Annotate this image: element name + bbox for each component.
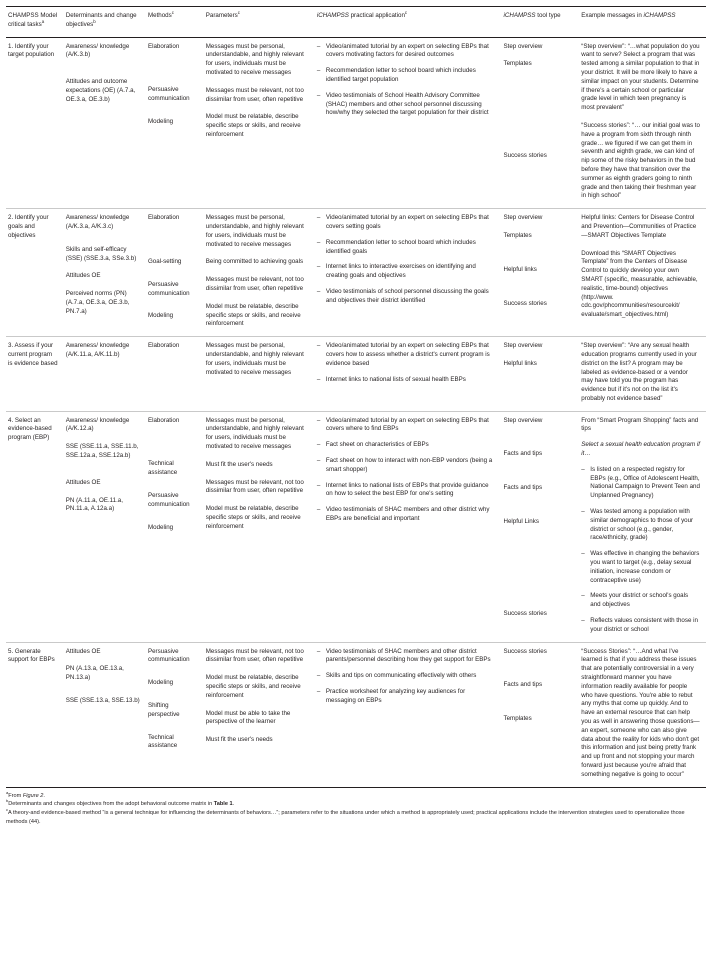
tool-item: Success stories: [503, 647, 547, 655]
determinant-item: Awareness/ knowledge (A/K.3.a, A/K.3.c): [65, 214, 130, 230]
application-item: [317, 342, 496, 368]
determinant-item: SSE (SSE.11.a, SSE.11.b, SSE.12a.a, SSE.12a.b): [65, 443, 139, 460]
application-item: [317, 482, 496, 500]
determinant-item: Attitudes OE: [65, 478, 101, 486]
method-item: Technical assistance: [147, 733, 178, 750]
cell-determinants: [64, 209, 146, 337]
example-quote: Helpful links: Centers for Disease Control and Prevention—Communities of Practice—SMART Objectives Template: [581, 214, 697, 239]
method-item: Persuasive communication: [147, 492, 190, 508]
table-row: [6, 37, 706, 209]
cell-methods: [146, 337, 204, 412]
cell-methods: [146, 37, 204, 209]
column-header-example-messages: Example messages in iCHAMPSS: [579, 7, 706, 38]
determinant-item: Awareness/ knowledge (A/K.11.a, A/K.11.b): [65, 342, 130, 358]
cell-methods: [146, 411, 204, 642]
example-text: Meets your district or school's goals and objectives: [590, 592, 689, 609]
spacer: [504, 536, 574, 610]
spacer: [504, 78, 574, 152]
table-header: [6, 7, 706, 38]
example-text: Was effective in changing the behaviors you want to target (e.g., delay sexual initiation, increase condom or contraceptive use): [590, 550, 700, 584]
cell-critical-task: [6, 411, 64, 642]
parameter-item: Must fit the user's needs: [205, 460, 273, 468]
column-header-parameters: Parameters$^c$: [204, 7, 315, 38]
spacer: [66, 470, 140, 479]
footnote-a: $^a$From Figure 2.: [6, 789, 45, 799]
dash-bullet: –: [316, 375, 321, 383]
determinant-item: SSE (SSE.13.a, SSE.13.b): [65, 697, 140, 705]
cell-example-messages: [579, 209, 706, 337]
application-text: Video testimonials of School Health Advisory Committee (SHAC) members and other school personnel discussing how/why they selected the target population for their district: [325, 91, 489, 117]
dash-bullet: –: [316, 91, 321, 99]
cell-critical-task: [6, 337, 64, 412]
application-item: [317, 288, 496, 306]
dash-bullet: –: [316, 688, 321, 696]
application-item: [317, 688, 496, 706]
application-text: Internet links to interactive exercises on identifying and creating goals and objectives: [325, 263, 476, 280]
method-item: Technical assistance: [147, 460, 178, 477]
application-item: [317, 67, 496, 85]
example-text: Was tested among a population with similar demographics to those of your district or school (e.g., gender, race/ethnicity, grade): [590, 508, 694, 542]
dash-bullet: –: [581, 550, 585, 558]
parameter-item: Must fit the user's needs: [205, 736, 273, 744]
table-row: [6, 209, 706, 337]
dash-bullet: –: [316, 647, 321, 655]
application-text: Video testimonials of SHAC members and other district why EBPs are beneficial and important: [325, 506, 490, 523]
application-text: Recommendation letter to school board which includes identified target population: [325, 67, 476, 83]
determinant-item: Attitudes OE: [65, 647, 101, 655]
cell-critical-task: [6, 642, 64, 787]
dash-bullet: –: [316, 672, 321, 680]
tool-item: Step overview: [503, 214, 543, 222]
application-text: Video testimonials of SHAC members and other district parents/personnel describing how they get support for EBPs: [325, 647, 491, 664]
parameter-item: Messages must be relevant, not too dissimilar from user, often repetitive: [205, 478, 304, 495]
parameter-item: Messages must be relevant, not too dissimilar from user, often repetitive: [205, 647, 304, 664]
cell-tool-type: [502, 37, 580, 209]
cell-determinants: [64, 337, 146, 412]
footnotes: [6, 789, 706, 827]
cell-parameters: [204, 37, 315, 209]
dash-bullet: –: [581, 508, 585, 516]
cell-example-messages: [579, 411, 706, 642]
column-header-tool-type: iCHAMPSS tool type: [502, 7, 580, 38]
column-header-critical-tasks: CHAMPSS Model critical tasks$^a$: [6, 7, 64, 38]
table-row: [6, 411, 706, 642]
tool-item: Success stories: [503, 299, 547, 307]
cell-example-messages: [579, 37, 706, 209]
determinant-item: Awareness/ knowledge (A/K.3.b): [65, 42, 130, 59]
dash-bullet: –: [316, 67, 321, 75]
example-quote: Download this “SMART Objectives Template” from the Centers of Disease Control to quickly develop your own SMART (specific, measurable, achievable, realistic, time-bound) objectives (http://www. cdc.gov/phcommunities/resourcekit/ evaluate/smart_objectives.html): [581, 249, 698, 319]
example-item: [581, 617, 700, 635]
application-text: Video testimonials of school personnel discussing the goals and objectives their district identified: [325, 287, 489, 304]
application-item: [317, 43, 496, 61]
application-item: [317, 457, 496, 475]
dash-bullet: –: [316, 506, 321, 514]
method-item: Persuasive communication: [147, 86, 190, 103]
tool-item: Templates: [503, 715, 532, 723]
determinant-item: PN (A.11.a, OE.11.a, PN.11.a, A.12a.a): [65, 496, 123, 513]
application-item: [317, 506, 496, 524]
application-item: [317, 672, 496, 681]
table-body: [6, 37, 706, 787]
cell-parameters: [204, 209, 315, 337]
parameter-item: Messages must be relevant, not too dissimilar from user, often repetitive: [205, 86, 304, 103]
application-text: Internet links to national lists of EBPs that provide guidance on how to select the best EBP for one's setting: [325, 481, 489, 498]
determinant-item: Attitudes and outcome expectations (OE) (A.7.a, OE.3.a, OE.3.b): [65, 78, 136, 103]
dash-bullet: –: [316, 416, 321, 424]
dash-bullet: –: [316, 457, 321, 465]
example-item: [581, 466, 700, 501]
cell-practical-application: [315, 209, 502, 337]
task-label: 5. Generate support for EBPs: [8, 647, 55, 664]
tool-item: Step overview: [503, 416, 543, 424]
footnote-c: $^c$A theory-and evidence-based method “is a general technique for influencing the determinants of behaviors…”; parameters refer to the situations under which a method is appropriately used; practical applications include the intervention strategies used to operationalize those methods (44).: [6, 807, 685, 825]
application-text: Video/animated tutorial by an expert on selecting EBPs that covers motivating factors for desired outcomes: [325, 42, 489, 59]
parameter-item: Model must be relatable, describe specific steps or skills, and receive reinforcement: [205, 505, 301, 530]
example-quote: “Success stories”: “… our initial goal was to have a program from sixth through ninth grade… we figured if we can get them in seventh and eighth grade, we can kind of nip some of the risky behaviors in the bud before they have that transition over the summer as eighth graders going to ninth grade and then taking their freshman year in high school”: [581, 121, 700, 200]
method-item: Elaboration: [147, 214, 180, 222]
footnote-b: $^b$Determinants and changes objectives from the adopt behavioral outcome matrix in Table 1.: [6, 798, 235, 808]
application-item: [317, 648, 496, 666]
cell-determinants: [64, 411, 146, 642]
example-quote: “Step overview”: “…what population do you want to serve? Select a program that was tested among a similar population to that in your district. It will be more likely to have a similar impact on your students. Determine if there's a certain school or particular grade level in which teen pregnancy is most prevalent”: [581, 42, 700, 112]
dash-bullet: –: [316, 238, 321, 246]
application-text: Video/animated tutorial by an expert on selecting EBPs that covers where to find EBPs: [325, 416, 489, 433]
cell-methods: [146, 209, 204, 337]
example-text: Reflects values consistent with those in your district or school: [590, 617, 698, 633]
cell-parameters: [204, 642, 315, 787]
cell-determinants: [64, 642, 146, 787]
task-label: 1. Identify your target population: [8, 42, 55, 59]
method-item: Elaboration: [147, 42, 180, 50]
determinant-item: Perceived norms (PN) (A.7.a, OE.3.a, OE.3.b, PN.7.a): [65, 290, 130, 315]
dash-bullet: –: [581, 465, 585, 473]
method-item: Shifting perspective: [147, 702, 180, 718]
parameter-item: Messages must be personal, understandable, and highly relevant for users, individuals must be motivated to receive messages: [205, 416, 304, 451]
application-text: Internet links to national lists of sexual health EBPs: [325, 375, 466, 383]
example-item: [581, 508, 700, 543]
champss-matrix-table: [6, 6, 706, 788]
dash-bullet: –: [581, 592, 585, 600]
application-text: Practice worksheet for analyzing key audiences for messaging on EBPs: [325, 688, 466, 704]
parameter-item: Model must be relatable, describe specific steps or skills, and receive reinforcement: [205, 302, 301, 328]
spacer: [504, 250, 574, 266]
cell-practical-application: [315, 337, 502, 412]
header-row: [6, 7, 706, 38]
tool-item: Helpful links: [503, 265, 537, 273]
application-text: Recommendation letter to school board which includes identified goals: [325, 238, 476, 255]
tool-item: Templates: [503, 231, 532, 239]
cell-tool-type: [502, 411, 580, 642]
example-quote: “Success Stories”: “…And what I've learned is that if you address these issues that are potentially controversial in a very straightforward manner you have information readily available for people who have questions. You're able to rebut any myths that come up quickly. And to have an external resource that can help you as well in answering those questions—an expert, someone who can also give data about the reality for kids who don't get this information and just being pretty frank and up front and not stopping your march forward just because you're afraid that something negative is going to occur”: [581, 647, 700, 778]
parameter-item: Messages must be personal, understandable, and highly relevant for users, individuals must be motivated to receive messages: [205, 342, 304, 376]
task-label: 4. Select an evidence-based program (EBP): [8, 416, 52, 442]
parameter-item: Model must be relatable, describe specific steps or skills, and receive reinforcement: [205, 113, 301, 138]
method-item: Goal-setting: [147, 257, 182, 265]
method-item: Elaboration: [147, 342, 180, 350]
application-item: [317, 441, 496, 450]
application-text: Video/animated tutorial by an expert on selecting EBPs that covers how to assess whether a district's current program is evidence based: [325, 342, 490, 367]
spacer: [66, 69, 140, 78]
spacer: [504, 434, 574, 450]
determinant-item: Skills and self-efficacy (SSE) (SSE.3.a, SSe.3.b): [65, 245, 137, 262]
application-item: [317, 239, 496, 257]
example-item: [581, 592, 700, 610]
tool-item: Facts and tips: [503, 681, 543, 689]
spacer: [504, 468, 574, 484]
task-label: 2. Identify your goals and objectives: [8, 214, 49, 239]
application-text: Fact sheet on characteristics of EBPs: [325, 441, 429, 449]
dash-bullet: –: [316, 342, 321, 350]
application-item: [317, 214, 496, 232]
cell-critical-task: [6, 209, 64, 337]
cell-practical-application: [315, 37, 502, 209]
tool-item: Helpful links: [503, 359, 537, 367]
spacer: [504, 284, 574, 300]
example-text: Is listed on a respected registry for EBPs (e.g., Office of Adolescent Health, National Campaign to Prevent Teen and Unplanned Pregnancy): [590, 465, 700, 500]
spacer: [148, 232, 198, 258]
spacer: [148, 434, 198, 460]
cell-parameters: [204, 411, 315, 642]
dash-bullet: –: [316, 263, 321, 271]
dash-bullet: –: [316, 481, 321, 489]
spacer: [148, 60, 198, 86]
tool-item: Facts and tips: [503, 450, 543, 458]
column-header-practical-application: iCHAMPSS practical application$^c$: [315, 7, 502, 38]
method-item: Modeling: [147, 679, 174, 687]
column-header-methods: Methods$^c$: [146, 7, 204, 38]
method-item: Modeling: [147, 312, 174, 320]
parameter-item: Model must be able to take the perspective of the learner: [205, 709, 291, 726]
dash-bullet: –: [316, 42, 321, 50]
tool-item: Helpful Links: [503, 518, 539, 526]
spacer: [504, 699, 574, 715]
tool-item: Success stories: [503, 609, 547, 617]
example-heading: From “Smart Program Shopping” facts and tips: [581, 416, 699, 433]
method-item: Modeling: [147, 523, 174, 531]
method-item: Persuasive communication: [147, 280, 190, 297]
example-subheading: Select a sexual health education program if it…: [581, 441, 700, 458]
parameter-item: Messages must be personal, understandable, and highly relevant for users, individuals must be motivated to receive messages: [205, 214, 304, 248]
column-header-determinants: Determinants and change objectives$^b$: [64, 7, 146, 38]
cell-tool-type: [502, 209, 580, 337]
application-text: Skills and tips on communicating effectively with others: [325, 672, 477, 680]
tool-item: Templates: [503, 60, 532, 68]
dash-bullet: –: [316, 214, 321, 222]
cell-example-messages: [579, 642, 706, 787]
cell-critical-task: [6, 37, 64, 209]
method-item: Persuasive communication: [147, 647, 190, 664]
spacer: [504, 502, 574, 518]
spacer: [504, 665, 574, 681]
cell-methods: [146, 642, 204, 787]
tool-item: Facts and tips: [503, 484, 543, 492]
application-text: Fact sheet on how to interact with non-EBP vendors (being a smart shopper): [325, 457, 493, 473]
cell-tool-type: [502, 642, 580, 787]
application-text: Video/animated tutorial by an expert on selecting EBPs that covers setting goals: [325, 214, 489, 230]
table-row: [6, 642, 706, 787]
dash-bullet: –: [581, 617, 585, 625]
parameter-item: Messages must be relevant, not too dissimilar from user, often repetitive: [205, 276, 304, 292]
dash-bullet: –: [316, 287, 321, 295]
determinant-item: Awareness/ knowledge (A/K.12.a): [65, 416, 130, 433]
cell-determinants: [64, 37, 146, 209]
method-item: Elaboration: [147, 416, 180, 424]
cell-practical-application: [315, 411, 502, 642]
dash-bullet: –: [316, 441, 321, 449]
method-item: Modeling: [147, 117, 174, 125]
determinant-item: Attitudes OE: [65, 272, 101, 280]
example-item: [581, 550, 700, 585]
cell-parameters: [204, 337, 315, 412]
tool-item: Step overview: [503, 42, 543, 50]
application-item: [317, 417, 496, 435]
determinant-item: PN (A.13.a, OE.13.a, PN.13.a): [65, 665, 124, 682]
cell-practical-application: [315, 642, 502, 787]
cell-example-messages: [579, 337, 706, 412]
application-item: [317, 376, 496, 385]
tool-item: Success stories: [503, 152, 547, 160]
tool-item: Step overview: [503, 342, 543, 350]
parameter-item: Model must be relatable, describe specific steps or skills, and receive reinforcement: [205, 674, 301, 699]
parameter-item: Messages must be personal, understandable, and highly relevant for users, individuals must be motivated to receive messages: [205, 42, 304, 76]
cell-tool-type: [502, 337, 580, 412]
task-label: 3. Assess if your current program is evidence based: [8, 342, 58, 367]
application-item: [317, 92, 496, 118]
application-item: [317, 263, 496, 281]
parameter-item: Being committed to achieving goals: [205, 258, 304, 266]
table-row: [6, 337, 706, 412]
example-quote: “Step overview”: “Are any sexual health education programs currently used in your district on the list? A program may be labeled as evidence-based or a vendor may have told you the program has evidence but if it's not on the list it's probably not evidence based”: [581, 342, 697, 402]
